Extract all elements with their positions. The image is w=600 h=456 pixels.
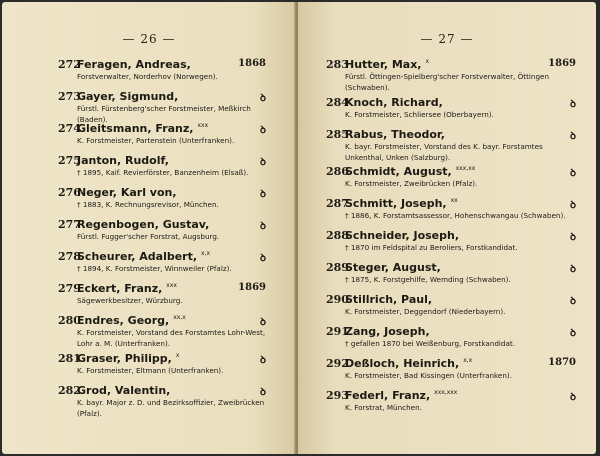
register-entry xyxy=(58,384,266,418)
entry-number: 284 xyxy=(326,96,349,109)
page-number-left: — 26 — xyxy=(122,32,176,46)
register-entry xyxy=(58,154,266,179)
entry-description-line: K. bayr. Forstmeister, Vorstand des K. bayr. Forstamtes xyxy=(345,142,543,151)
entry-number: 275 xyxy=(58,154,81,167)
entry-name xyxy=(345,96,443,109)
entry-description xyxy=(345,243,518,254)
entry-name xyxy=(345,197,458,210)
entry-year: ꝺ xyxy=(570,328,576,339)
page-number-right: — 27 — xyxy=(420,32,474,46)
register-entry xyxy=(58,58,266,83)
entry-year: 1869 xyxy=(548,58,576,69)
entry-description-line: K. Forstmeister, Partenstein (Unterfranken). xyxy=(77,136,235,145)
entry-description-line: † 1886, K. Forstamtsassessor, Hohenschwangau (Schwaben). xyxy=(345,211,566,220)
entry-name xyxy=(77,314,186,327)
entry-year: ꝺ xyxy=(260,221,266,232)
entry-mark: x,x xyxy=(201,250,211,257)
entry-year: ꝺ xyxy=(260,189,266,200)
entry-mark: xx,x xyxy=(173,314,186,321)
entry-name xyxy=(77,352,179,365)
register-entry xyxy=(58,90,266,124)
entry-year: ꝺ xyxy=(260,253,266,264)
entry-number: 283 xyxy=(326,58,349,71)
entry-mark: x,x xyxy=(463,357,473,364)
entry-name-text: Grod, Valentin, xyxy=(77,384,171,397)
entry-description xyxy=(77,296,183,307)
entry-name-text: Deßloch, Heinrich, xyxy=(345,357,460,370)
entry-description-line: Fürstl. Fürstenberg'scher Forstmeister, Meßkirch (Baden). xyxy=(77,104,251,124)
entry-description xyxy=(345,339,515,350)
entry-description-line: Unkenthal, Unken (Salzburg). xyxy=(345,152,451,162)
entry-description-line: K. Forstmeister, Bad Kissingen (Unterfranken). xyxy=(345,371,512,380)
entry-description-line: Fürstl. Öttingen-Spielberg'scher Forstverwalter, Öttingen xyxy=(345,72,550,81)
entry-number: 272 xyxy=(58,58,81,71)
entry-description-line: † 1875, K. Forstgehilfe, Wemding (Schwaben). xyxy=(345,275,511,284)
entry-year: ꝺ xyxy=(570,232,576,243)
entry-mark: x xyxy=(425,58,430,65)
entry-number: 273 xyxy=(58,90,81,103)
entry-description xyxy=(345,72,549,93)
register-entry xyxy=(326,357,576,382)
entry-name-text: Eckert, Franz, xyxy=(77,282,163,295)
entry-number: 289 xyxy=(326,261,349,274)
entry-name xyxy=(345,325,430,338)
entry-name-text: Feragen, Andreas, xyxy=(77,58,191,71)
entry-mark: xxx xyxy=(166,282,177,289)
entry-name xyxy=(77,90,178,103)
entry-number: 285 xyxy=(326,128,349,141)
entry-name xyxy=(77,250,210,263)
entry-name-text: Graser, Philipp, xyxy=(77,352,172,365)
entry-description-line: K. Forstmeister, Deggendorf (Niederbayern). xyxy=(345,307,506,316)
entry-name xyxy=(345,261,441,274)
entry-number: 278 xyxy=(58,250,81,263)
entry-description-line: † 1894, K. Forstmeister, Winnweiler (Pfalz). xyxy=(77,264,232,273)
entry-name-text: Hutter, Max, xyxy=(345,58,422,71)
entry-name xyxy=(77,58,191,71)
entry-description-line: Forstverwalter, Norderhov (Norwegen). xyxy=(77,72,218,81)
entry-description xyxy=(345,211,566,222)
entry-description xyxy=(345,275,511,286)
entry-description-line: † 1870 im Feldspital zu Beroliers, Forstkandidat. xyxy=(345,243,518,252)
entry-description xyxy=(77,72,218,83)
entry-year: ꝺ xyxy=(570,168,576,179)
entry-name xyxy=(345,128,445,141)
entry-year: ꝺ xyxy=(570,99,576,110)
entry-name xyxy=(77,154,169,167)
entry-name xyxy=(345,293,432,306)
right-page xyxy=(298,2,596,454)
entry-name xyxy=(77,122,208,135)
entry-year: ꝺ xyxy=(260,387,266,398)
entry-name xyxy=(345,389,457,402)
entry-name-text: Rabus, Theodor, xyxy=(345,128,445,141)
entry-year: 1868 xyxy=(238,58,266,69)
entry-number: 281 xyxy=(58,352,81,365)
entry-description xyxy=(77,168,248,179)
entry-description-line: Lohr a. M. (Unterfranken). xyxy=(77,338,171,348)
register-entry xyxy=(326,389,576,414)
entry-number: 290 xyxy=(326,293,349,306)
entry-name-text: Schmitt, Joseph, xyxy=(345,197,447,210)
entry-description xyxy=(77,136,234,147)
entry-description-line: (Schwaben). xyxy=(345,82,390,92)
entry-year: ꝺ xyxy=(260,355,266,366)
entry-year: 1870 xyxy=(548,357,576,368)
entry-description-line: Fürstl. Fugger'scher Forstrat, Augsburg. xyxy=(77,232,220,241)
entry-description-line: † gefallen 1870 bei Weißenburg, Forstkandidat. xyxy=(345,339,515,348)
entry-name-text: Regenbogen, Gustav, xyxy=(77,218,210,231)
entry-description xyxy=(345,142,543,163)
entry-name-text: Gayer, Sigmund, xyxy=(77,90,179,103)
entry-year: ꝺ xyxy=(570,200,576,211)
entry-description xyxy=(345,307,505,318)
entry-number: 293 xyxy=(326,389,349,402)
entry-number: 286 xyxy=(326,165,349,178)
entry-number: 277 xyxy=(58,218,81,231)
register-entry xyxy=(58,314,266,350)
entry-name-text: Zang, Joseph, xyxy=(345,325,430,338)
entry-description xyxy=(345,403,422,414)
entry-name xyxy=(345,229,459,242)
register-entry xyxy=(58,352,266,377)
entry-mark: xxx,xx xyxy=(455,165,476,172)
entry-mark: x xyxy=(175,352,180,359)
entry-description-line: Sägewerkbesitzer, Würzburg. xyxy=(77,296,183,305)
entry-year: ꝺ xyxy=(260,157,266,168)
entry-description xyxy=(77,328,265,349)
entry-mark: xxx,xxx xyxy=(434,389,458,396)
register-entry xyxy=(326,261,576,286)
entry-mark: xxx xyxy=(197,122,209,129)
entry-description xyxy=(345,179,477,190)
register-entry xyxy=(58,122,266,147)
entry-year: ꝺ xyxy=(260,317,266,328)
register-entry xyxy=(326,165,576,190)
entry-number: 282 xyxy=(58,384,81,397)
entry-description xyxy=(345,110,494,121)
entry-name-text: Stillrich, Paul, xyxy=(345,293,433,306)
entry-name-text: Gleitsmann, Franz, xyxy=(77,122,194,135)
entry-number: 280 xyxy=(58,314,81,327)
entry-name xyxy=(345,58,429,71)
entry-year: ꝺ xyxy=(570,296,576,307)
register-entry xyxy=(58,218,266,243)
entry-description-line: K. Forstrat, München. xyxy=(345,403,422,412)
entry-number: 288 xyxy=(326,229,349,242)
entry-description-line: † 1883, K. Rechnungsrevisor, München. xyxy=(77,200,219,209)
entry-description xyxy=(77,398,266,419)
entry-number: 274 xyxy=(58,122,81,135)
register-entry xyxy=(326,128,576,164)
entry-description-line: K. Forstmeister, Vorstand des Forstamtes Lohr-West, xyxy=(77,328,266,337)
register-entry xyxy=(326,229,576,254)
entry-description xyxy=(77,264,232,275)
entry-name-text: Schneider, Joseph, xyxy=(345,229,460,242)
entry-description xyxy=(345,371,512,382)
entry-mark: xx xyxy=(450,197,458,204)
entry-name xyxy=(345,165,475,178)
entry-number: 291 xyxy=(326,325,349,338)
register-entry xyxy=(326,58,576,94)
register-entry xyxy=(58,186,266,211)
entry-name-text: Endres, Georg, xyxy=(77,314,170,327)
register-entry xyxy=(58,250,266,275)
register-entry xyxy=(326,325,576,350)
entry-name-text: Knoch, Richard, xyxy=(345,96,443,109)
entry-description-line: K. Forstmeister, Zweibrücken (Pfalz). xyxy=(345,179,478,188)
entry-description-line: K. Forstmeister, Schliersee (Oberbayern). xyxy=(345,110,494,119)
entry-name xyxy=(77,218,209,231)
register-entry xyxy=(326,197,576,222)
register-entry xyxy=(326,96,576,121)
entry-year: ꝺ xyxy=(570,264,576,275)
entry-year: ꝺ xyxy=(570,131,576,142)
entry-year: 1869 xyxy=(238,282,266,293)
entry-number: 276 xyxy=(58,186,81,199)
left-page xyxy=(2,2,296,454)
entry-name-text: Neger, Karl von, xyxy=(77,186,177,199)
entry-description-line: K. bayr. Major z. D. und Bezirksoffizier, Zweibrücken (Pfalz). xyxy=(77,398,265,418)
entry-description xyxy=(77,366,223,377)
entry-number: 287 xyxy=(326,197,349,210)
register-entry xyxy=(326,293,576,318)
entry-description xyxy=(77,200,219,211)
entry-description xyxy=(77,232,219,243)
entry-description-line: † 1895, Kaif. Revierförster, Banzenheim (Elsaß). xyxy=(77,168,249,177)
entry-year: ꝺ xyxy=(260,125,266,136)
entry-name-text: Scheurer, Adalbert, xyxy=(77,250,198,263)
entry-number: 292 xyxy=(326,357,349,370)
entry-year: ꝺ xyxy=(260,93,266,104)
entry-description-line: K. Forstmeister, Eltmann (Unterfranken). xyxy=(77,366,224,375)
entry-name xyxy=(77,384,170,397)
entry-name-text: Federl, Franz, xyxy=(345,389,431,402)
entry-name xyxy=(77,186,177,199)
entry-name-text: Steger, August, xyxy=(345,261,441,274)
entry-number: 279 xyxy=(58,282,81,295)
entry-name-text: Janton, Rudolf, xyxy=(77,154,169,167)
entry-name-text: Schmidt, August, xyxy=(345,165,452,178)
entry-name xyxy=(345,357,472,370)
entry-year: ꝺ xyxy=(570,392,576,403)
entry-name xyxy=(77,282,177,295)
register-entry xyxy=(58,282,266,307)
